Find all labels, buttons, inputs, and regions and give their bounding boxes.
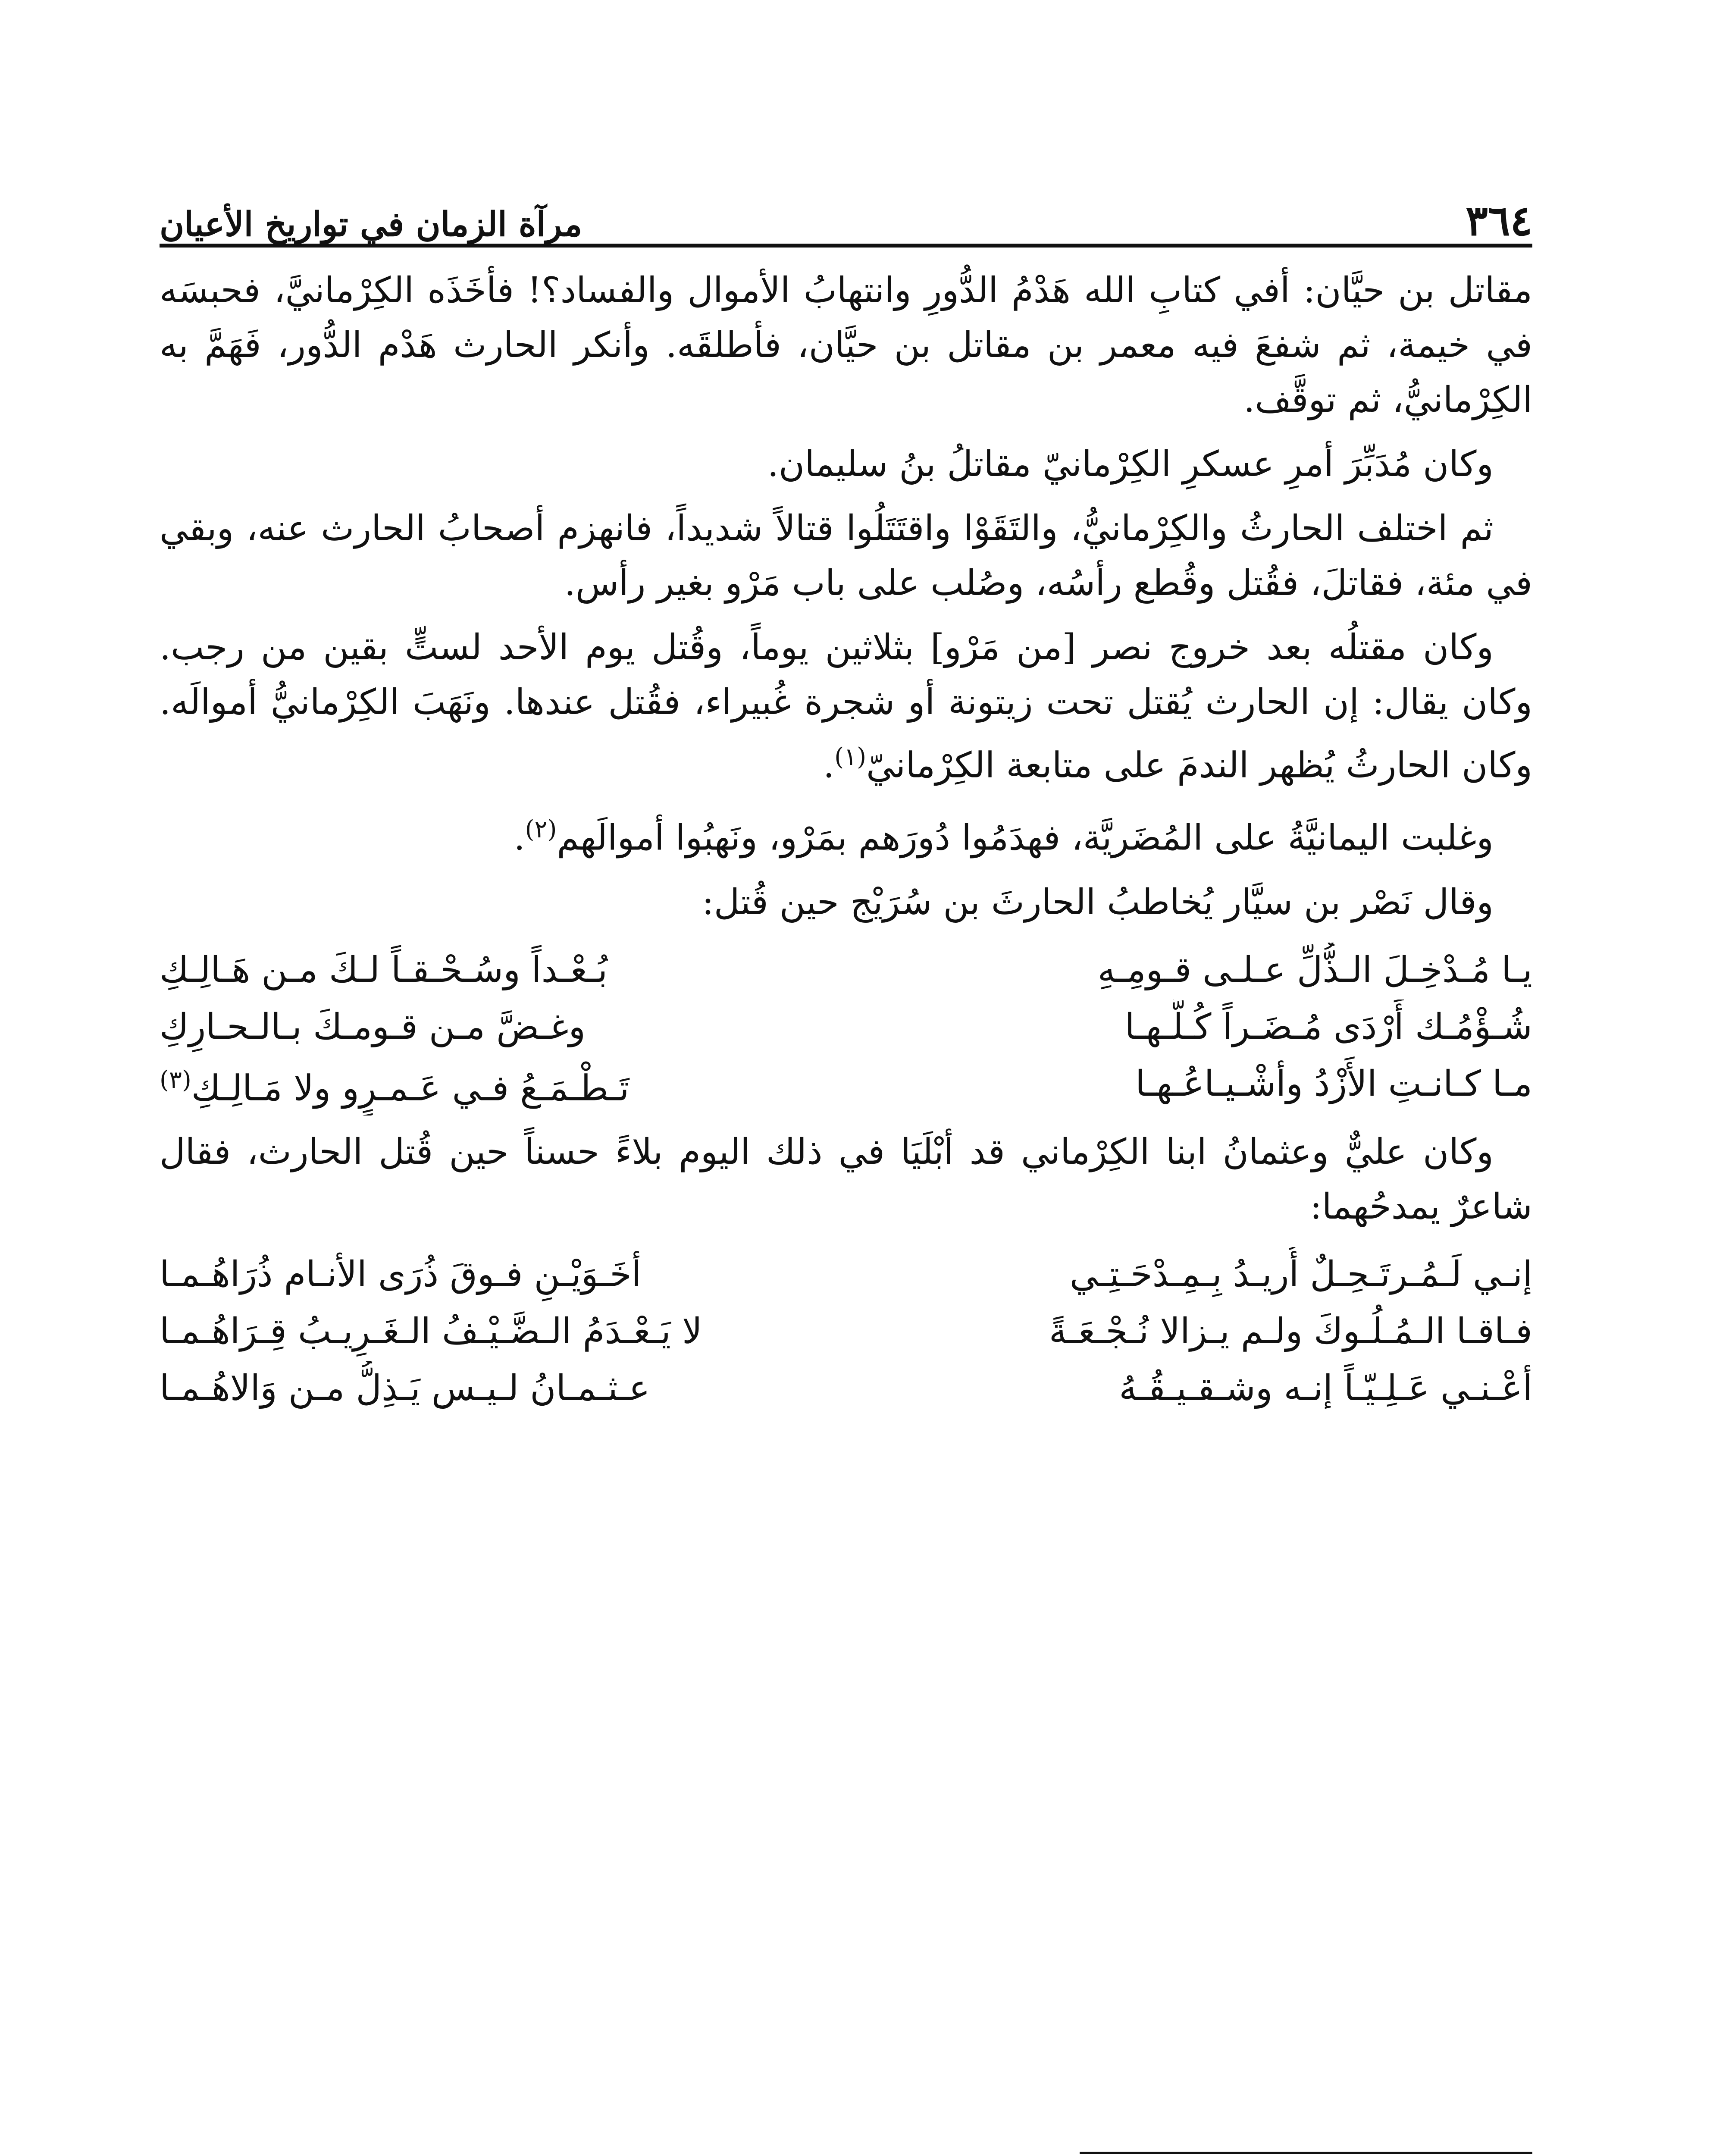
verse-first-hemistich: إنـي لَـمُـرتَـحِـلٌ أُريـدُ بِـمِـدْحَـتِـي (1069, 1254, 1532, 1295)
paragraph-5-text: وغلبت اليمانيَّةُ على المُضَريَّة، فهدَمُوا دُورَهم بمَرْو، ونَهبُوا أموالَهم (557, 817, 1494, 859)
footnote-rule (1080, 2152, 1532, 2154)
paragraph-3: ثم اختلف الحارثُ والكِرْمانيُّ، والتَقَوْا واقتَتَلُوا قتالاً شديداً، فانهزم أصحابُ الحارث عنه، وبقي في مئة، فقاتلَ، فقُتل وقُطع رأسُه، وصُلب على باب مَرْو بغير رأس. (160, 508, 1532, 604)
verse-first-hemistich: يـا مُـدْخِـلَ الـذُّلِّ عـلـى قـومِـهِ (1097, 950, 1532, 991)
paragraph-4 (160, 620, 1532, 793)
verse-second-hemistich: عـثـمـانُ لـيـس يَـذِلُّ مـن وَالاهُـمـا (160, 1368, 650, 1409)
verse (160, 1303, 1532, 1360)
verse (160, 942, 1532, 999)
verse-first-hemistich: أعْـنـي عَـلِـيّـاً إنـه وشـقـيـقُـهُ (1119, 1368, 1532, 1409)
footnote-ref-1: (١) (834, 743, 867, 771)
verse-second-hemistich (160, 1053, 805, 1116)
verse-second-hemistich: وغـضَّ مـن قـومـكَ بـالـحـارِكِ (160, 1006, 586, 1048)
verse (160, 999, 1532, 1056)
verse-second-hemistich: لا يَـعْـدَمُ الـضَّـيْـفُ الـغَـرِيـبُ قِـرَاهُـمـا (160, 1311, 702, 1352)
paragraph-5-end: . (514, 817, 525, 859)
page-header (160, 155, 1532, 245)
paragraph-4-end: . (823, 745, 835, 786)
paragraph-7: وكان عليٌّ وعثمانُ ابنا الكِرْماني قد أبْلَيَا في ذلك اليوم بلاءً حسناً حين قُتل الحارث، فقال شاعرٌ يمدحُهما: (160, 1131, 1532, 1227)
poem-nasr (160, 942, 1532, 1112)
main-text (160, 263, 1532, 1429)
verse (160, 1246, 1532, 1303)
verse-first-hemistich: فـاقـا الـمُـلُـوكَ ولـم يـزالا نُـجْـعَـةً (1049, 1311, 1532, 1352)
paragraph-5 (160, 802, 1532, 865)
running-title: مرآة الزمان في تواريخ الأعيان (160, 205, 583, 244)
paragraph-6: وقال نَصْر بن سيَّار يُخاطبُ الحارثَ بن سُرَيْج حين قُتل: (702, 881, 1494, 923)
verse-first-hemistich: مـا كـانـتِ الأَزْدُ وأشْـيـاعُـهـا (1135, 1063, 1532, 1105)
verse-second-hemistich: أخَـوَيْـنِ فـوقَ ذُرَى الأنـام ذُرَاهُـمـا (160, 1254, 642, 1295)
poem-praise (160, 1246, 1532, 1417)
verse (160, 1056, 1532, 1112)
verse-first-hemistich: شُـؤْمُـك أَرْدَى مُـضَـراً كُـلَّـهـا (1124, 1006, 1532, 1048)
verse-second-hemistich: بُـعْـداً وسُـحْـقـاً لـكَ مـن هَـالِـكِ (160, 950, 608, 991)
paragraph-2: وكان مُدَبِّرَ أمرِ عسكرِ الكِرْمانيّ مقاتلُ بنُ سليمان. (767, 444, 1494, 485)
verse (160, 1360, 1532, 1417)
page-number: ٣٦٤ (1466, 196, 1532, 245)
footnote-ref-3: (٣) (160, 1065, 191, 1094)
header-rule (160, 244, 1532, 248)
footnote-ref-2: (٢) (525, 815, 557, 844)
paragraph-4-text: وكان مقتلُه بعد خروج نصر [من مَرْو] بثلاثين يوماً، وقُتل يوم الأحد لستٍّ بقين من رجب. وكان يقال: إن الحارث يُقتل تحت زيتونة أو شجرة غُبيراء، فقُتل عندها. ونَهَبَ الكِرْمانيُّ أموالَه. وكان الحارثُ يُظهر الندمَ على متابعة الكِرْمانيّ (160, 627, 1532, 786)
verse-second-hemistich-text: تَـطْـمَـعُ فـي عَـمـرٍو ولا مَـالِـكِ (191, 1067, 629, 1109)
paragraph-1: مقاتل بن حيَّان: أفي كتابِ الله هَدْمُ الدُّورِ وانتهابُ الأموال والفساد؟! فأخَذَه الكِرْمانيَّ، فحبسَه في خيمة، ثم شفعَ فيه معمر بن مقاتل بن حيَّان، فأطلقَه. وأنكر الحارث هَدْم الدُّور، فَهَمَّ به الكِرْمانيُّ، ثم توقَّف. (160, 270, 1532, 420)
